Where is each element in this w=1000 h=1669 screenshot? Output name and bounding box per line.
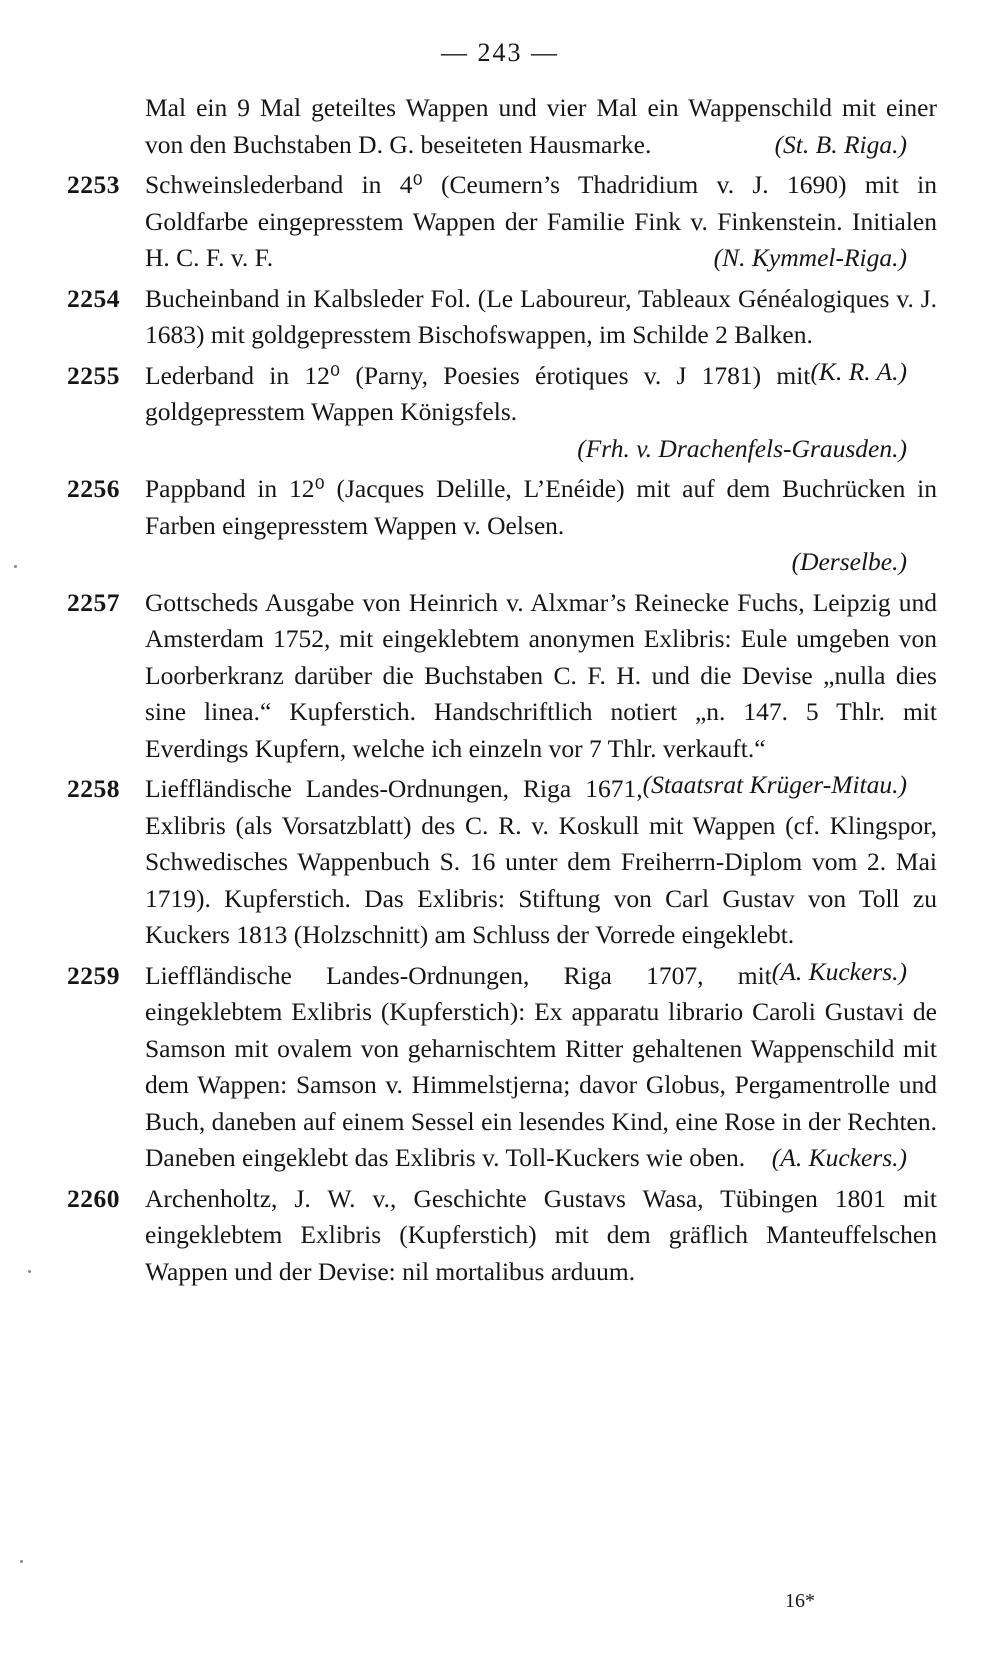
entry-number: 2260 [67, 1183, 120, 1213]
entry-description: Mal ein 9 Mal geteiltes Wappen und vier Mal ein Wappenschild mit einer von den Buchstaben D. G. beseiteten Hausmarke. [145, 93, 937, 159]
entry-source: (Frh. v. Drachenfels-Grausden.) [577, 433, 907, 463]
catalog-entries [67, 90, 937, 1290]
entry-source: (Derselbe.) [791, 547, 907, 576]
entry-source: (A. Kuckers.) [771, 956, 907, 986]
entry-source: (St. B. Riga.) [774, 129, 907, 159]
catalog-entry [67, 167, 937, 277]
catalog-entry [67, 958, 937, 1177]
entry-source: (N. Kymmel-Riga.) [713, 243, 907, 272]
entry-description: Lieffländische Landes-Ordnungen, Riga 1707, mit eingeklebtem Exlibris (Kupferstich): Ex apparatu librario Caroli Gustavi de Samson mit ovalem von geharnischtem Ritter gehaltenen Wappenschild mit dem Wappen: Samson v. Himmelstjerna; davor Globus, Pergamentrolle und Buch, daneben auf einem Sessel ein lesendes Kind, eine Rose in der Rechten. Daneben eingeklebt das Exlibris v. Toll-Kuckers wie oben. [145, 960, 937, 1172]
entry-description: Gottscheds Ausgabe von Heinrich v. Alxmar’s Reinecke Fuchs, Leipzig und Amsterdam 1752, mit eingeklebtem anonymen Exlibris: Eule umgeben von Loorberkranz darüber die Buchstaben C. F. H. und die Devise „nulla dies sine linea.“ Kupferstich. Handschriftlich notiert „n. 147. 5 Thlr. mit Everdings Kupfern, welche ich einzeln vor 7 Thlr. verkauft.“ [145, 587, 937, 763]
page-number-header: — 243 — [441, 38, 559, 67]
entry-description: Schweinslederband in 4⁰ (Ceumern’s Thadridium v. J. 1690) mit in Goldfarbe eingepresstem Wappen der Familie Fink v. Finkenstein. Initialen H. C. F. v. F. [145, 170, 937, 272]
entry-description: Lieffländische Landes-Ordnungen, Riga 1671, Exlibris (als Vorsatzblatt) des C. R. v. Koskull mit Wappen (cf. Klingspor, Schwedisches Wappenbuch S. 16 unter dem Freiherrn-Diplom vom 2. Mai 1719). Kupferstich. Das Exlibris: Stiftung von Carl Gustav von Toll zu Kuckers 1813 (Holzschnitt) am Schluss der Vorrede eingeklebt. [145, 774, 937, 949]
margin-speck [28, 1270, 31, 1273]
entry-description: Bucheinband in Kalbsleder Fol. (Le Laboureur, Tableaux Généalogiques v. J. 1683) mit goldgepresstem Bischofswappen, im Schilde 2 Balken. [145, 283, 937, 349]
margin-speck [20, 1560, 23, 1563]
entry-text [145, 358, 937, 431]
catalog-entry [67, 358, 937, 468]
entry-source: (A. Kuckers.) [771, 1143, 907, 1172]
entry-text [145, 771, 937, 986]
entry-text [145, 90, 937, 163]
entry-number: 2253 [67, 170, 120, 199]
entry-source: (Staatsrat Krüger-Mitau.) [642, 770, 907, 799]
entry-text [145, 471, 937, 544]
catalog-entry [67, 1181, 937, 1291]
entry-text [145, 281, 937, 386]
entry-number: 2254 [67, 283, 120, 313]
signature-mark: 16* [785, 1590, 815, 1612]
entry-number: 2257 [67, 587, 120, 617]
entry-text [145, 585, 937, 799]
entry-number: 2258 [67, 774, 120, 803]
entry-text [145, 958, 937, 1177]
entry-number: 2255 [67, 360, 120, 390]
entry-description: Archenholtz, J. W. v., Geschichte Gustavs Wasa, Tübingen 1801 mit eingeklebtem Exlibris (Kupferstich) mit dem gräflich Manteuffelschen Wappen und der Devise: nil mortalibus arduum. [145, 1183, 937, 1286]
catalog-entry [67, 471, 937, 581]
entry-description: Lederband in 12⁰ (Parny, Poesies érotiques v. J 1781) mit goldgepresstem Wappen Königsfels. [145, 360, 811, 426]
margin-speck [14, 565, 17, 568]
entry-text [145, 167, 937, 277]
entry-description: Pappband in 12⁰ (Jacques Delille, L’Enéide) mit auf dem Buchrücken in Farben eingepresstem Wappen v. Oelsen. [145, 474, 937, 540]
entry-source: (K. R. A.) [810, 356, 907, 386]
catalog-entry [67, 90, 937, 163]
entry-number: 2256 [67, 474, 120, 503]
entry-number: 2259 [67, 960, 120, 990]
entry-text [145, 1181, 937, 1291]
